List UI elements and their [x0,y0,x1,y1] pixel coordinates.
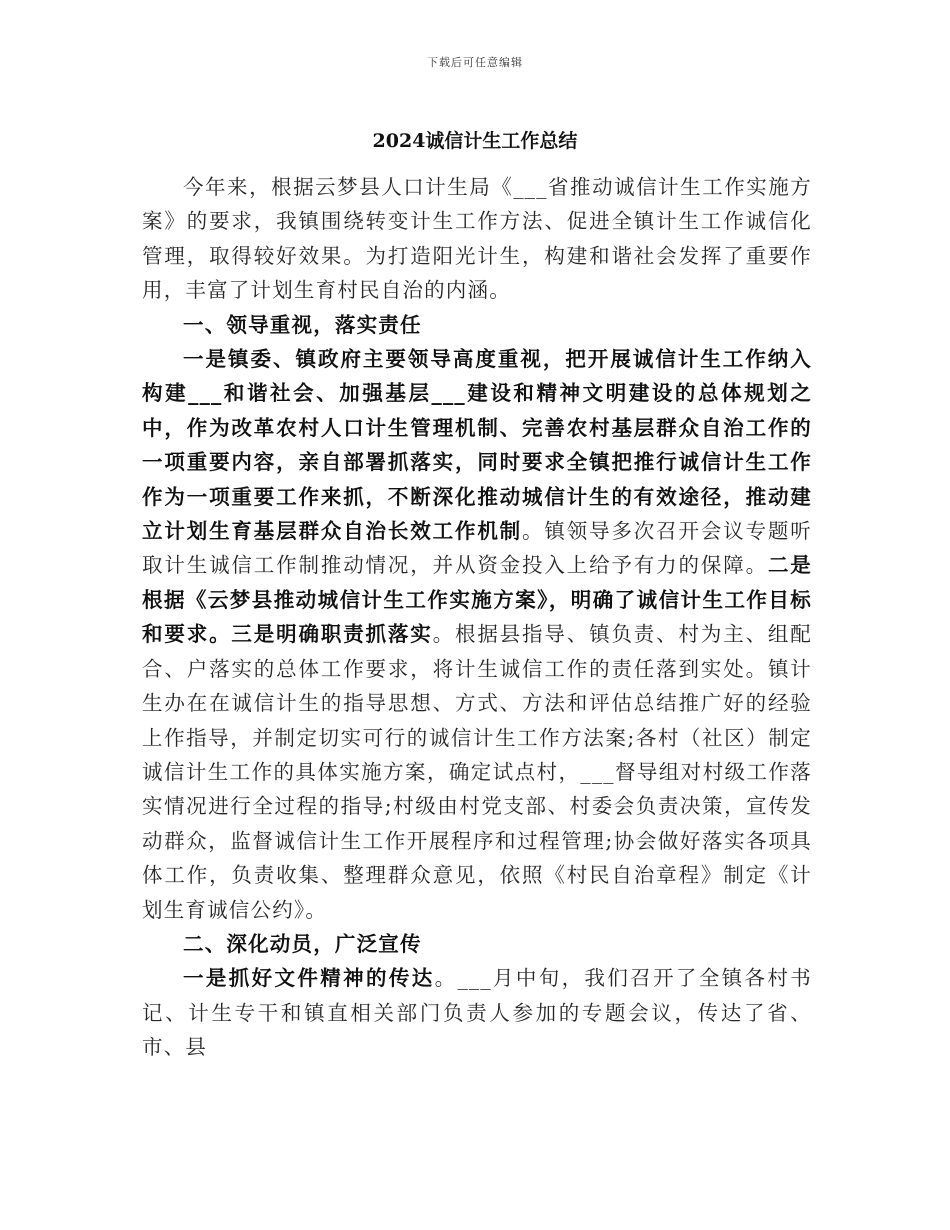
section-2-heading: 二、深化动员，广泛宣传 [183,931,422,956]
section-1-paragraph [142,342,812,927]
section-2-bold-text: 一是抓好文件精神的传达 [183,966,435,991]
intro-paragraph: 今年来，根据云梦县人口计生局《___省推动诚信计生工作实施方案》的要求，我镇围绕转变计生工作方法、促进全镇计生工作诚信化管理，取得较好效果。为打造阳光计生，构建和谐社会发挥了重要作用，丰富了计划生育村民自治的内涵。 [142,175,812,303]
section-1-normal-text-2: 。根据县指导、镇负责、村为主、组配合、户落实的总体工作要求，将计生诚信工作的责任落到实处。镇计生办在在诚信计生的指导思想、方式、方法和评估总结推广好的经验上作指导，并制定切实可行的诚信计生工作方法案;各村（社区）制定诚信计生工作的具体实施方案，确定试点村，___督导组对村级工作落实情况进行全过程的指导;村级由村党支部、村委会负责决策，宣传发动群众，监督诚信计生工作开展程序和过程管理;协会做好落实各项具体工作，负责收集、整理群众意见，依照《村民自治章程》制定《计划生育诚信公约》。 [142,622,812,922]
section-1-normal-text: 。镇领导多次召开会议专题听取计生诚信工作制推动情况，并从资金投入上给予有力的保障。 [142,519,812,578]
section-2-paragraph [142,961,812,1064]
document-body [142,170,812,1065]
section-1-bold-text-2: 二是根据《云梦县推动城信计生工作实施方案》，明确了诚信计生工作目标和要求。三是明确职责抓落实 [142,553,812,647]
section-2-normal-text: 。___月中旬，我们召开了全镇各村书记、计生专干和镇直相关部门负责人参加的专题会议，传达了省、市、县 [142,966,812,1060]
section-1-bold-text: 一是镇委、镇政府主要领导高度重视，把开展诚信计生工作纳入构建___和谐社会、加强基层___建设和精神文明建设的总体规划之中，作为改革农村人口计生管理机制、完善农村基层群众自治工作的一项重要内容，亲自部署抓落实，同时要求全镇把推行诚信计生工作作为一项重要工作来抓，不断深化推动城信计生的有效途径，推动建立计划生育基层群众自治长效工作机制 [142,347,812,544]
header-note: 下载后可任意编辑 [427,56,523,69]
document-title: 2024诚信计生工作总结 [372,130,578,152]
section-1-heading: 一、领导重视，落实责任 [183,312,422,337]
